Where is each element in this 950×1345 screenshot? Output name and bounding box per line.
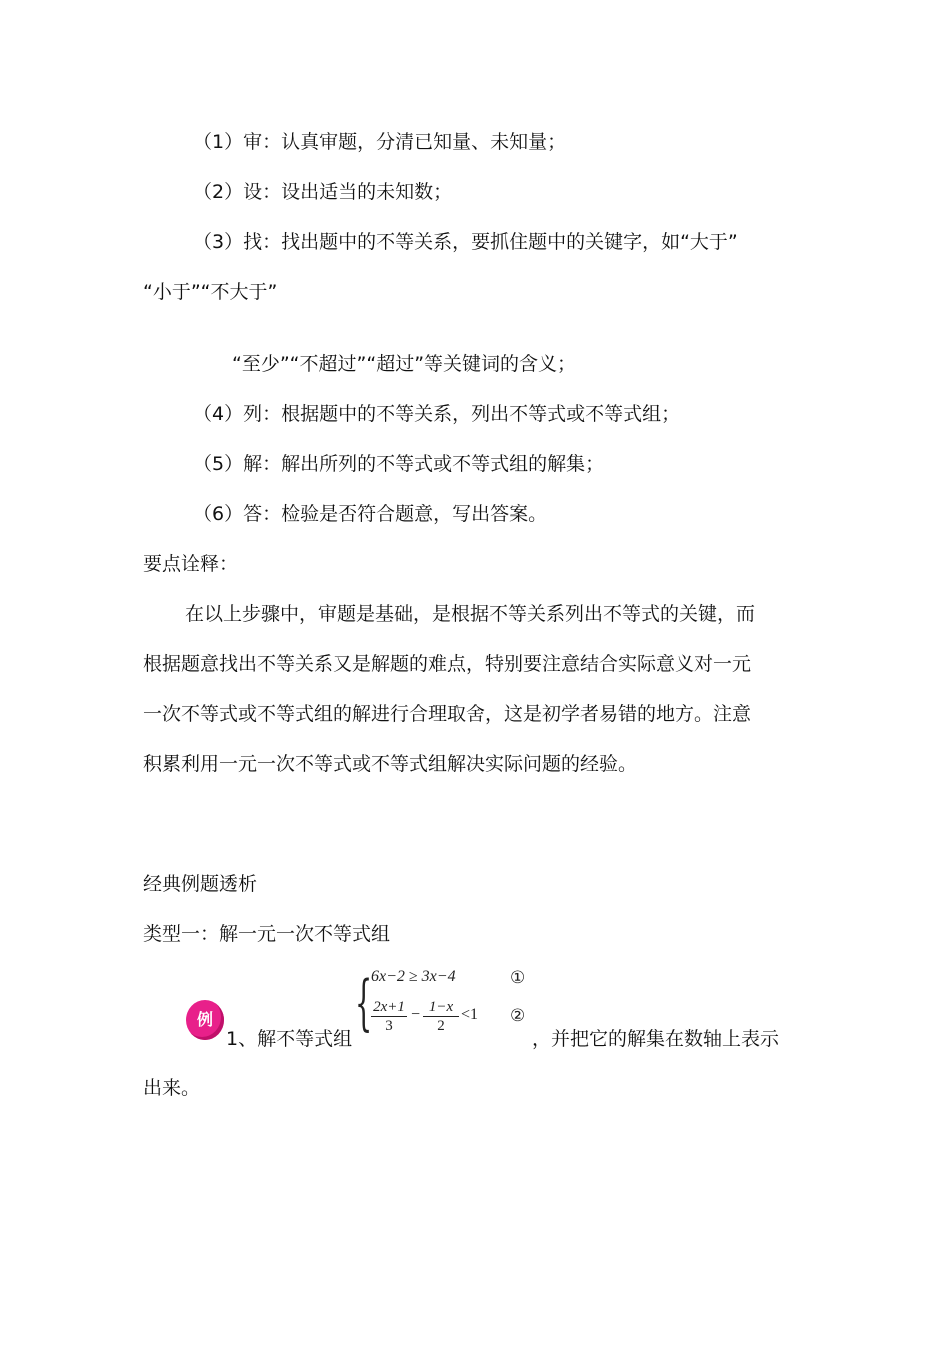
step-3-continued: “小于”“不大于”	[143, 281, 278, 303]
key-points-heading: 要点诠释：	[143, 553, 239, 575]
example-suffix: ，并把它的解集在数轴上表示	[532, 1028, 780, 1050]
type-title: 类型一：解一元一次不等式组	[143, 923, 391, 945]
step-2: （2）设：设出适当的未知数；	[193, 181, 453, 203]
example-badge-icon: 例	[186, 1000, 224, 1040]
step-1: （1）审：认真审题，分清已知量、未知量；	[193, 131, 567, 153]
inequality-2-number: ②	[510, 1006, 526, 1025]
example-continuation: 出来。	[143, 1077, 201, 1099]
step-5: （5）解：解出所列的不等式或不等式组的解集；	[193, 453, 605, 475]
key-points-line-2: 根据题意找出不等关系又是解题的难点，特别要注意结合实际意义对一元	[143, 653, 752, 675]
minus-sign: −	[411, 1006, 421, 1023]
fraction-2-numerator: 1−x	[423, 998, 459, 1017]
fraction-2	[423, 998, 459, 1035]
fraction-2-denominator: 2	[437, 1018, 445, 1034]
fraction-1-numerator: 2x+1	[371, 998, 407, 1017]
step-4: （4）列：根据题中的不等关系，列出不等式或不等式组；	[193, 403, 681, 425]
example-prefix: 1、解不等式组	[226, 1028, 353, 1050]
section-title: 经典例题透析	[143, 873, 258, 895]
step-3-keywords: “至少”“不超过”“超过”等关键词的含义；	[232, 353, 577, 375]
inequality-1: 6x−2 ≥ 3x−4	[371, 968, 456, 985]
key-points-line-1: 在以上步骤中，审题是基础，是根据不等关系列出不等式的关键，而	[185, 603, 756, 625]
key-points-line-3: 一次不等式或不等式组的解进行合理取舍，这是初学者易错的地方。注意	[143, 703, 752, 725]
less-than-one: <1	[461, 1006, 479, 1023]
step-3: （3）找：找出题中的不等关系，要抓住题中的关键字，如“大于”	[193, 231, 738, 253]
step-6: （6）答：检验是否符合题意，写出答案。	[193, 503, 548, 525]
inequality-system	[355, 968, 535, 1044]
key-points-line-4: 积累利用一元一次不等式或不等式组解决实际问题的经验。	[143, 753, 638, 775]
brace-icon: {	[355, 968, 373, 1038]
fraction-1-denominator: 3	[385, 1018, 393, 1034]
fraction-1	[371, 998, 407, 1035]
inequality-1-number: ①	[510, 968, 526, 987]
